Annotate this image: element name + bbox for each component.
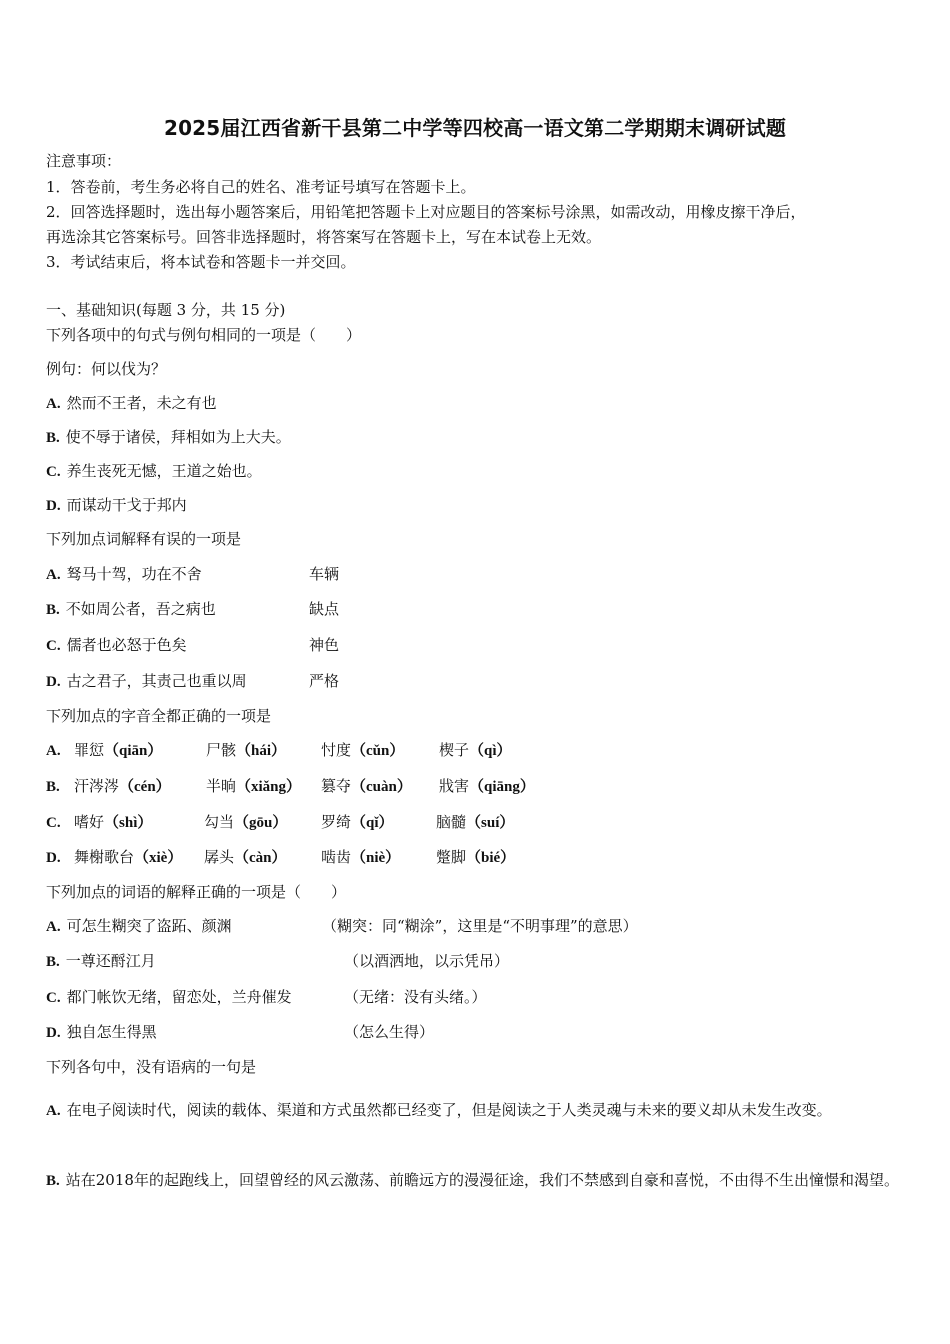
pinyin-item: 半晌（xiǎng） <box>206 777 302 795</box>
option-b <box>46 427 291 448</box>
option-label: A. <box>46 1103 61 1119</box>
option-a <box>46 564 202 585</box>
option-a <box>46 393 217 414</box>
option-d <box>46 495 187 516</box>
option-c <box>46 987 292 1008</box>
option-c <box>46 461 262 482</box>
option-label: D. <box>46 498 61 514</box>
notice-heading: 注意事项： <box>46 152 122 170</box>
question-stem: 下列加点的字音全都正确的一项是 <box>46 707 272 725</box>
pinyin-item: 勾当（gōu） <box>204 813 288 831</box>
option-label: A. <box>46 567 61 583</box>
option-label: A. <box>46 396 61 412</box>
option-b <box>46 599 216 620</box>
option-text: 一尊还酹江月 <box>65 952 156 970</box>
option-text: 不如周公者，吾之病也 <box>65 600 216 618</box>
option-text: 驽马十驾，功在不舍 <box>66 565 202 583</box>
option-gloss: （怎么生得） <box>344 1023 435 1041</box>
question-stem: 下列各项中的句式与例句相同的一项是（ ） <box>46 326 362 344</box>
option-d <box>46 1022 157 1043</box>
pinyin-item: 蹩脚（bié） <box>436 848 516 866</box>
option-c <box>46 635 187 656</box>
option-label: A. <box>46 743 61 759</box>
option-b <box>46 951 156 972</box>
option-text: 儒者也必怒于色矣 <box>66 636 187 654</box>
pinyin-item: 脑髓（suí） <box>436 813 515 831</box>
pinyin-item: 楔子（qì） <box>439 741 512 759</box>
section-heading: 一、基础知识(每题 3 分，共 15 分) <box>46 301 286 319</box>
pinyin-item: 忖度（cǔn） <box>321 741 405 759</box>
option-label: C. <box>46 464 61 480</box>
pinyin-item: 罗绮（qǐ） <box>321 813 394 831</box>
option-gloss: 神色 <box>309 636 340 654</box>
option-gloss: 严格 <box>309 672 340 690</box>
option-text: 然而不王者，未之有也 <box>66 394 217 412</box>
option-gloss: （以酒洒地，以示凭吊） <box>344 952 510 970</box>
pinyin-item: 孱头（càn） <box>204 848 287 866</box>
notice-item: 3．考试结束后，将本试卷和答题卡一并交回。 <box>46 253 356 271</box>
option-label: D. <box>46 850 61 866</box>
option-label: B. <box>46 430 60 446</box>
question-stem: 下列加点的词语的解释正确的一项是（ ） <box>46 883 347 901</box>
option-gloss: 车辆 <box>309 565 340 583</box>
option-text: 在电子阅读时代，阅读的载体、渠道和方式虽然都已经变了，但是阅读之于人类灵魂与未来的要义却从未发生改变。 <box>66 1101 832 1119</box>
option-text: 而谋动干戈于邦内 <box>66 496 187 514</box>
option-label: D. <box>46 1025 61 1041</box>
option-d <box>46 671 247 692</box>
option-text: 古之君子，其责己也重以周 <box>66 672 247 690</box>
pinyin-item: 篡夺（cuàn） <box>321 777 412 795</box>
option-gloss: 缺点 <box>309 600 340 618</box>
option-label: C. <box>46 815 61 831</box>
pinyin-item: 汗涔涔（cén） <box>74 777 171 795</box>
option-label: B. <box>46 954 60 970</box>
pinyin-item: 罪愆（qiān） <box>74 741 163 759</box>
option-label: C. <box>46 638 61 654</box>
question-stem: 下列加点词解释有误的一项是 <box>46 530 242 548</box>
example-sentence: 例句：何以伐为？ <box>46 360 167 378</box>
option-label: B. <box>46 1173 60 1189</box>
pinyin-item: 啮齿（niè） <box>321 848 401 866</box>
option-gloss: （糊突：同“糊涂”，这里是“不明事理”的意思） <box>322 917 638 935</box>
option-a <box>46 916 232 937</box>
notice-item: 1．答卷前，考生务必将自己的姓名、准考证号填写在答题卡上。 <box>46 178 476 196</box>
option-a-label <box>46 740 67 761</box>
option-text: 都门帐饮无绪，留恋处，兰舟催发 <box>66 988 292 1006</box>
notice-item: 2．回答选择题时，选出每小题答案后，用铅笔把答题卡上对应题目的答案标号涂黑，如需改动，用橡皮擦干净后， <box>46 203 806 221</box>
pinyin-item: 尸骸（hái） <box>206 741 287 759</box>
option-d-label <box>46 847 67 868</box>
option-b <box>46 1162 906 1200</box>
option-text: 站在2018年的起跑线上，回望曾经的风云激荡、前瞻远方的漫漫征途，我们不禁感到自豪和喜悦，不由得不生出憧憬和渴望。 <box>65 1171 899 1189</box>
pinyin-item: 嗜好（shì） <box>74 813 153 831</box>
pinyin-item: 戕害（qiāng） <box>439 777 535 795</box>
option-a <box>46 1092 906 1130</box>
question-stem: 下列各句中，没有语病的一句是 <box>46 1058 257 1076</box>
option-label: C. <box>46 990 61 1006</box>
option-label: B. <box>46 602 60 618</box>
option-label: B. <box>46 779 60 795</box>
page-title: 2025届江西省新干县第二中学等四校高一语文第二学期期末调研试题 <box>163 116 787 140</box>
option-label: D. <box>46 674 61 690</box>
option-text: 使不辱于诸侯，拜相如为上大夫。 <box>65 428 291 446</box>
option-gloss: （无绪：没有头绪。） <box>344 988 487 1006</box>
option-label: A. <box>46 919 61 935</box>
notice-item: 再选涂其它答案标号。回答非选择题时，将答案写在答题卡上，写在本试卷上无效。 <box>46 228 602 246</box>
pinyin-item: 舞榭歌台（xiè） <box>74 848 183 866</box>
option-text: 养生丧死无憾，王道之始也。 <box>66 462 262 480</box>
option-c-label <box>46 812 67 833</box>
option-text: 可怎生糊突了盗跖、颜渊 <box>66 917 232 935</box>
option-b-label <box>46 776 66 797</box>
option-text: 独自怎生得黑 <box>66 1023 157 1041</box>
